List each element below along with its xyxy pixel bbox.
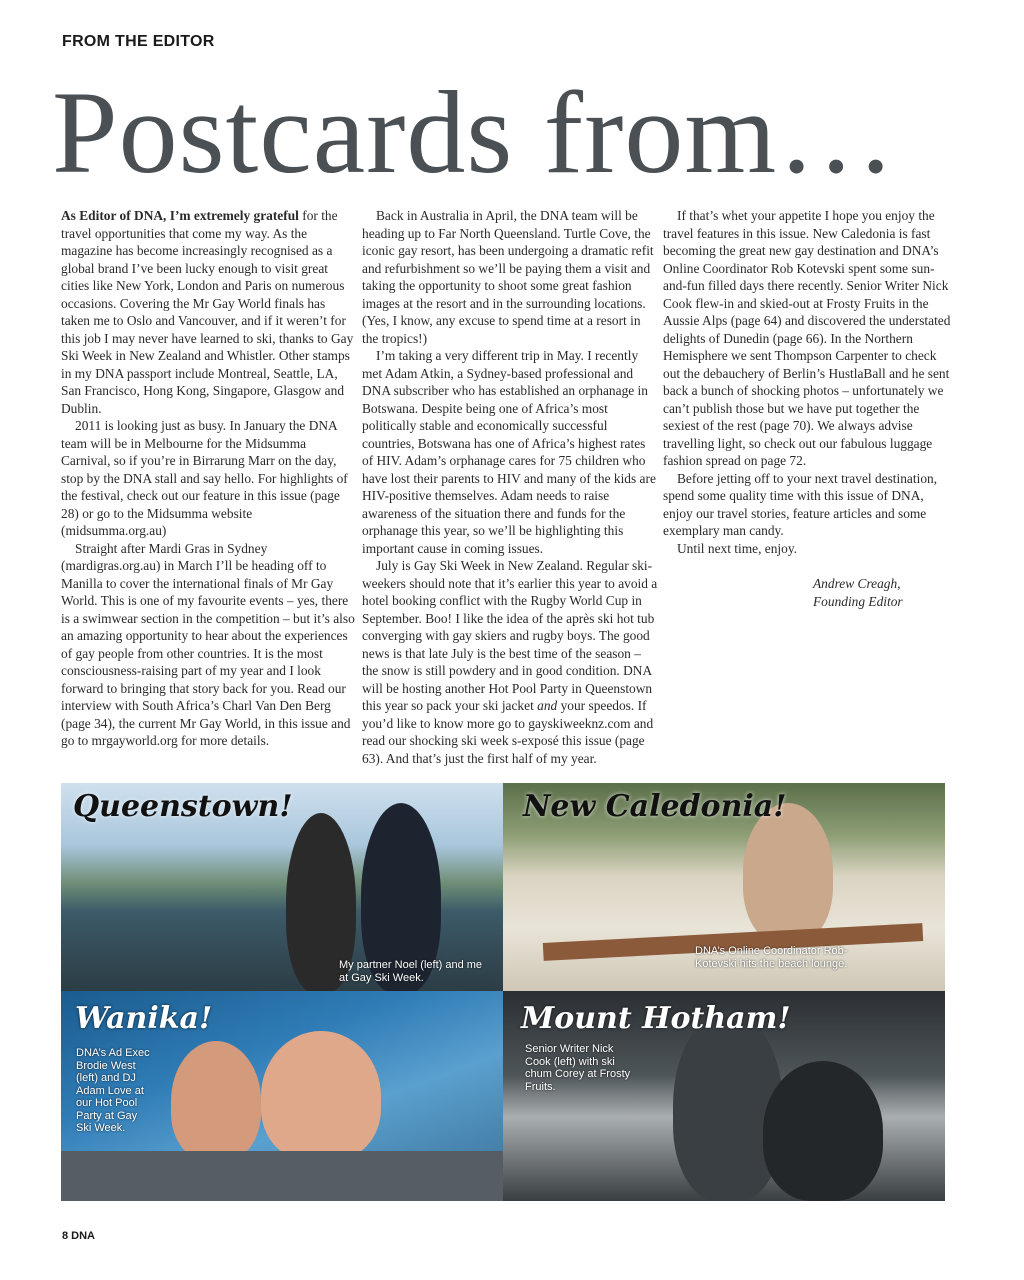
person-figure [261,1031,381,1161]
photo-mount-hotham [503,991,945,1201]
paragraph: Straight after Mardi Gras in Sydney (mardigras.org.au) in March I’ll be heading off to Manilla to cover the international finals of Mr Gay World. This is one of my favourite events – yes, there is a swimwear section in the competition – but it’s also an amazing opportunity to hear about the experiences of gay people from other countries. It is the most consciousness-raising part of my year and I look forward to bringing that story back for you. Read our interview with South Africa’s Charl Van Den Berg (page 34), the current Mr Gay World, in this issue and go to mrgayworld.org for more details. [61,540,355,748]
page-title: Postcards from… [52,67,897,198]
photo-caption: Senior Writer Nick Cook (left) with ski chum Corey at Frosty Fruits. [525,1043,631,1093]
person-figure [171,1041,261,1161]
photo-caption: DNA’s Online Coordinator Rob-Kotevski hits the beach lounge. [695,945,848,970]
paragraph: If that’s whet your appetite I hope you enjoy the travel features in this issue. New Caledonia is fast becoming the great new gay destination and DNA’s Online Coordinator Rob Kotevski spent some sun-and-fun filled days there recently. Senior Writer Nick Cook flew-in and skied-out at Frosty Fruits in the Aussie Alps (page 64) and discovered the understated delights of Dunedin (page 66). In the Northern Hemisphere we sent Thompson Carpenter to check out the debauchery of Berlin’s HustlaBall and he sent back a bunch of shocking photos – unfortunately we can’t publish those but we have put together the sexiest of the rest (page 70). We always advise travelling light, so check out our fabulous luggage fashion spread on page 72. [663,208,951,468]
photo-caption: My partner Noel (left) and me at Gay Ski Week. [339,959,483,984]
photo-wanika [61,991,503,1201]
page-folio: 8 DNA [62,1230,96,1242]
lead-in: As Editor of DNA, I’m extremely grateful [61,208,299,223]
paragraph: 2011 is looking just as busy. In January the DNA team will be in Melbourne for the Midsumma Carnival, so if you’re in Birrarung Marr on the day, stop by the DNA stall and say hello. For highlights of the festival, check out our feature in this issue (page 28) or go to the Midsumma website (midsumma.org.au) [61,418,348,538]
paragraph: Before jetting off to your next travel destination, spend some quality time with this issue of DNA, enjoy our travel stories, feature articles and some exemplary man candy. [663,470,938,538]
paragraph-text: July is Gay Ski Week in New Zealand. Regular ski-weekers should note that it’s earlier this year to avoid a hotel booking conflict with the Rugby World Cup in September. Boo! I like the idea of the après ski hot tub converging with gay skiers and rugby boys. The good news is that late July is the best time of the season – the snow is still powdery and in good condition. DNA will be hosting another Hot Pool Party in Queenstown this year so pack your ski jacket [362,558,658,713]
emphasis: and [537,698,558,713]
photo-caption: DNA’s Ad Exec Brodie West (left) and DJ Adam Love at our Hot Pool Party at Gay Ski Week. [76,1047,150,1134]
signature [663,575,953,611]
paragraph [61,207,357,417]
photo-title: Queenstown! [73,789,293,824]
paragraph: Back in Australia in April, the DNA team will be heading up to Far North Queensland. Turtle Cove, the iconic gay resort, has been undergoing a dramatic refit and refurbishment so we’ll be paying them a visit and taking the opportunity to shoot some great fashion images at the resort and in the surrounding locations. (Yes, I know, any excuse to spend time at a resort in the tropics!) [362,208,654,346]
paragraph: I’m taking a very different trip in May. I recently met Adam Atkin, a Sydney-based professional and DNA subscriber who has established an orphanage in Botswana. Despite being one of Africa’s most politically stable and economically successful countries, Botswana has one of Africa’s highest rates of HIV. Adam’s orphanage cares for 75 children who have lost their parents to HIV and many of the kids are HIV-positive themselves. Adam needs to raise awareness of the situation there and funds for the orphanage this year, so we’ll be highlighting this important cause in coming issues. [362,348,656,556]
photo-new-caledonia [503,783,945,991]
article-column-2 [362,207,658,767]
paragraph-text: for the travel opportunities that come my way. As the magazine has become increasingly recognised as a global brand I’ve been lucky enough to visit great cities like New York, London and Paris on numerous occasions. Covering the Mr Gay World finals has taken me to Oslo and Vancouver, and if it weren’t for this job I may never have learned to ski, thanks to Gay Ski Week in New Zealand and Whistler. Other stamps in my DNA passport include Montreal, Seattle, LA, San Francisco, Hong Kong, Singapore, Glasgow and Dublin. [61,208,354,416]
article-column-3 [663,207,953,611]
signature-title: Founding Editor [813,594,903,609]
person-figure [743,803,833,943]
pool-edge [61,1151,503,1201]
photo-queenstown [61,783,503,991]
photo-title: New Caledonia! [523,789,787,824]
section-label: FROM THE EDITOR [62,33,215,50]
paragraph [362,557,658,767]
article-column-1 [61,207,357,750]
photo-grid [61,783,945,1201]
signature-name: Andrew Creagh, [813,576,901,591]
photo-title: Mount Hotham! [521,1001,791,1036]
photo-title: Wanika! [75,1001,213,1036]
person-figure [763,1061,883,1201]
paragraph: Until next time, enjoy. [677,540,797,556]
paragraph-text: your speedos. If you’d like to know more go to gayskiweeknz.com and read our shocking ski week s-exposé this issue (page 63). And that’s just the first half of my year. [362,698,654,766]
